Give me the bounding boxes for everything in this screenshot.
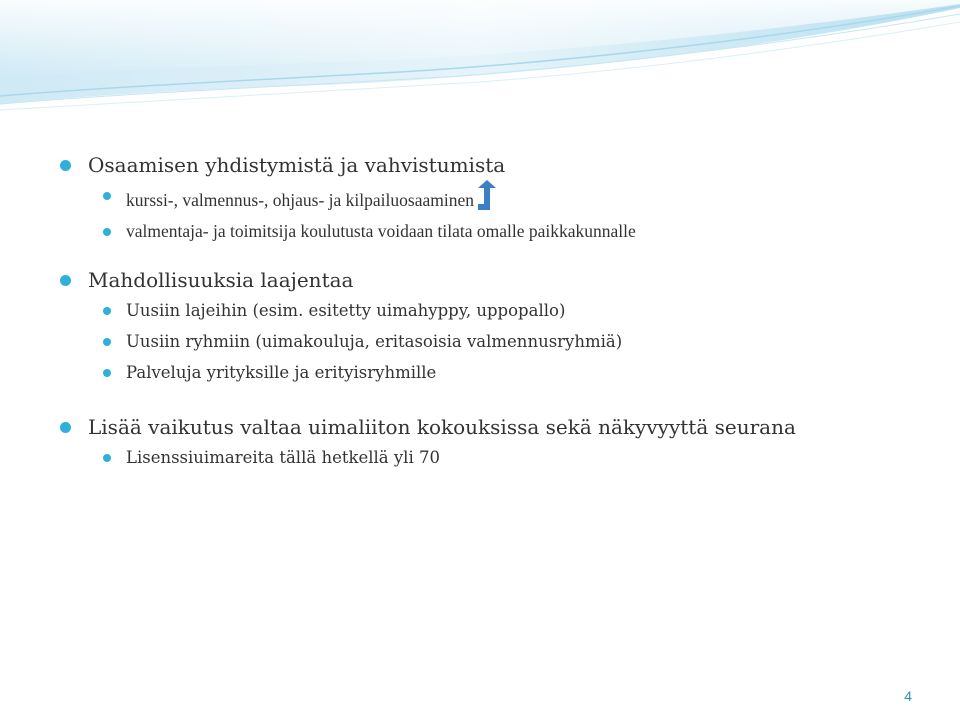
bullet-item: valmentaja- ja toimitsija koulutusta voidaan tilata omalle paikkakunnalle [60, 216, 940, 247]
bullet-heading-1: Osaamisen yhdistymistä ja vahvistumista [60, 150, 940, 180]
bullet-heading-2: Mahdollisuuksia laajentaa [60, 265, 940, 295]
spacer [60, 388, 940, 412]
bullet-item: Lisenssiuimareita tällä hetkellä yli 70 [60, 442, 940, 473]
bullet-item: Uusiin lajeihin (esim. esitetty uimahyppy, uppopallo) [60, 295, 940, 326]
spacer [60, 247, 940, 265]
bullet-item: Palveluja yrityksille ja erityisryhmille [60, 357, 940, 388]
slide-content [60, 150, 940, 473]
bullet-item: Uusiin ryhmiin (uimakouluja, eritasoisia valmennusryhmiä) [60, 326, 940, 357]
page-number: 4 [904, 688, 912, 704]
curved-up-arrow-icon [476, 180, 498, 212]
header-wave-decoration [0, 0, 960, 120]
bullet-item: kurssi-, valmennus-, ohjaus- ja kilpailuosaaminen [60, 180, 940, 216]
bullet-heading-3: Lisää vaikutus valtaa uimaliiton kokouksissa sekä näkyvyyttä seurana [60, 412, 940, 442]
